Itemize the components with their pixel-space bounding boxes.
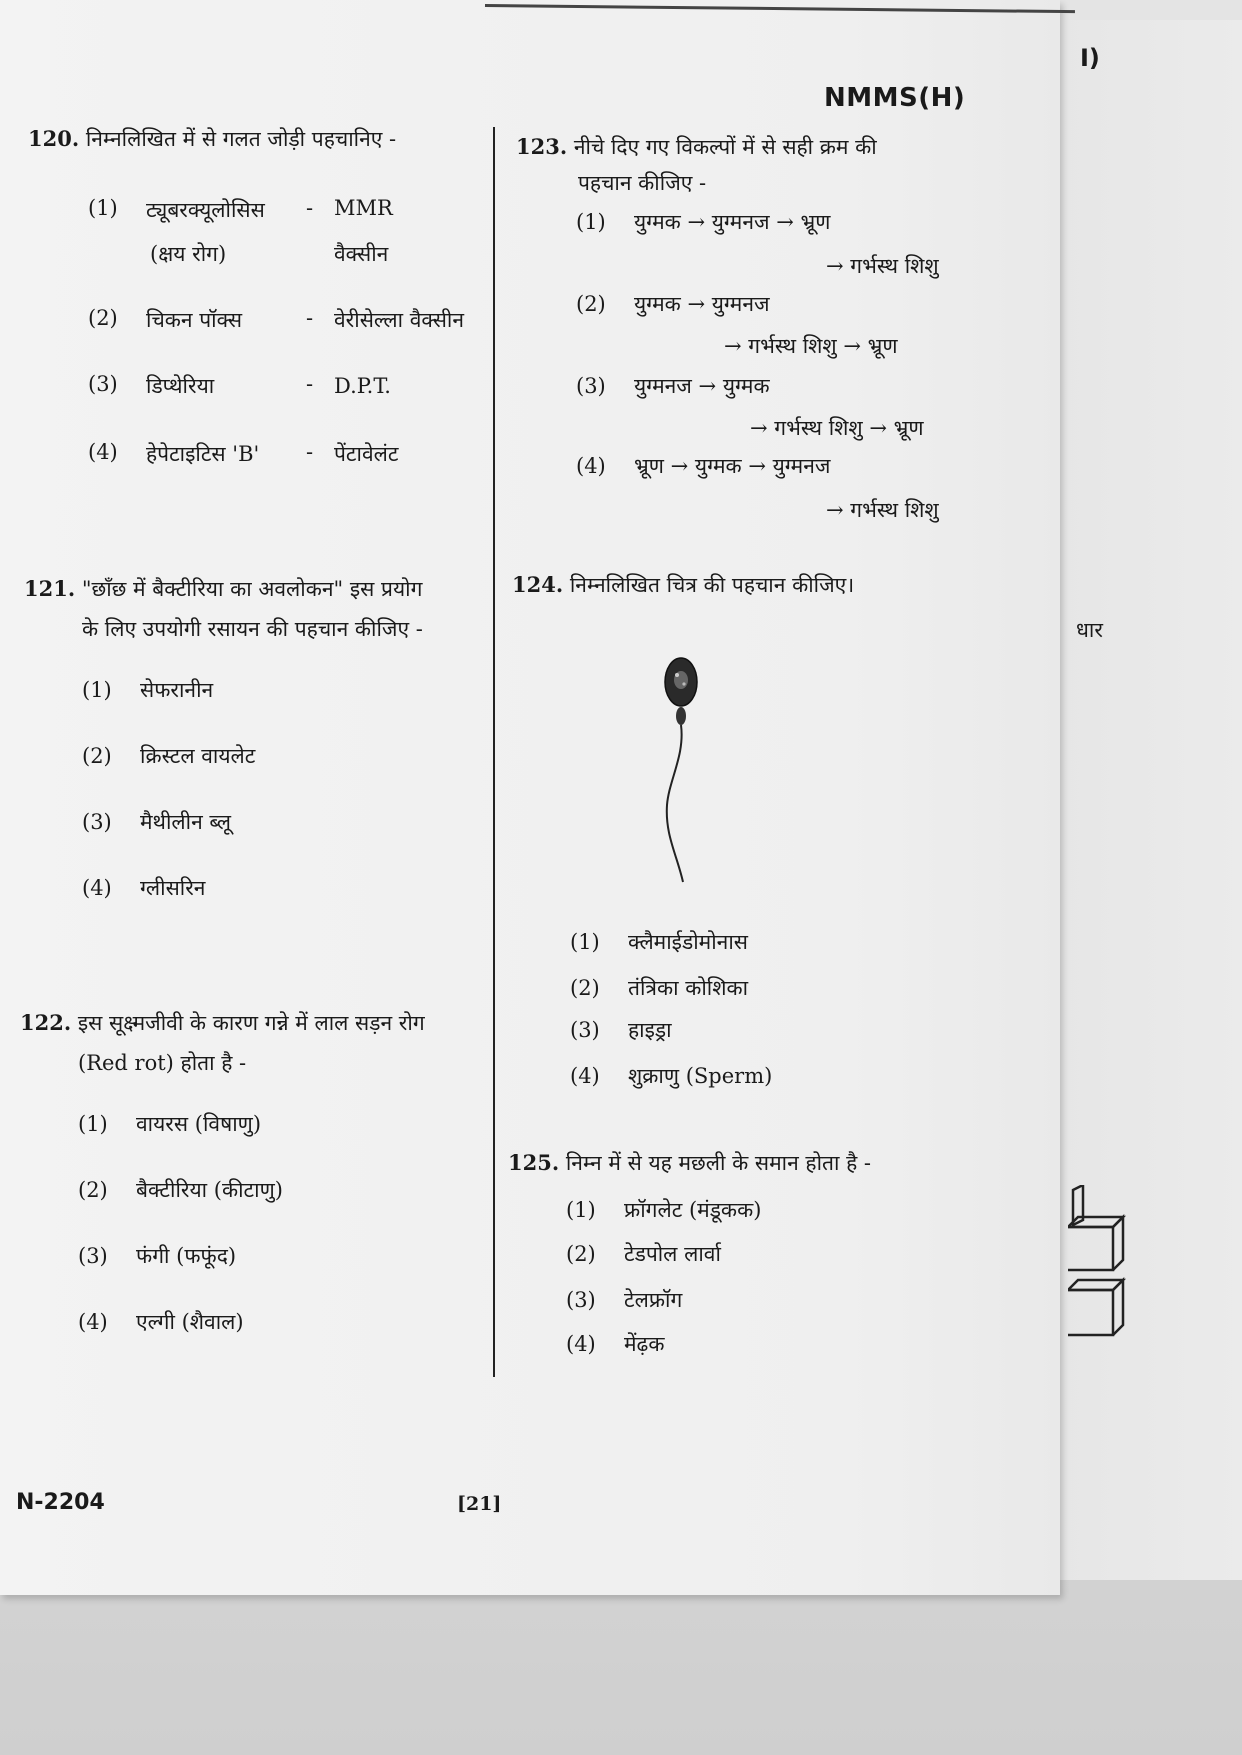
option-3 (78, 1242, 236, 1270)
option-term: ट्यूबरक्यूलोसिस (146, 198, 265, 222)
option-text: क्रिस्टल वायलेट (140, 744, 256, 768)
option-sequence-cont: → गर्भस्थ शिशु → भ्रूण (724, 334, 898, 358)
page-number: [21] (457, 1493, 502, 1515)
option-4 (570, 1062, 772, 1090)
edge-text-fragment: धार (1076, 618, 1103, 642)
option-1 (82, 676, 213, 704)
pair-dash: - (306, 306, 314, 330)
option-number: (2) (78, 1178, 108, 1202)
option-number: (1) (576, 210, 606, 234)
option-text: बैक्टीरिया (कीटाणु) (136, 1178, 283, 1202)
question-stem: इस सूक्ष्मजीवी के कारण गन्ने में लाल सड़न रोग (77, 1011, 425, 1035)
question-stem: "छाँछ में बैक्टीरिया का अवलोकन" इस प्रयोग (81, 577, 423, 601)
option-number: (3) (570, 1018, 600, 1042)
option-text: एल्गी (शैवाल) (136, 1310, 244, 1334)
option-1 (78, 1110, 261, 1138)
option-sequence: युग्मक → युग्मनज → भ्रूण (634, 210, 831, 234)
option-text: मैथीलीन ब्लू (140, 810, 231, 834)
option-match: D.P.T. (334, 374, 391, 398)
option-match: वेरीसेल्ला वैक्सीन (334, 308, 465, 332)
option-2 (566, 1240, 721, 1268)
option-text: वायरस (विषाणु) (136, 1112, 262, 1136)
option-number: (2) (566, 1242, 596, 1266)
option-2 (576, 290, 770, 318)
option-1 (576, 208, 830, 236)
question-stem-line2: के लिए उपयोगी रसायन की पहचान कीजिए - (82, 617, 423, 641)
option-2 (570, 974, 748, 1002)
option-text: फंगी (फफूंद) (136, 1244, 237, 1268)
question-stem: निम्नलिखित चित्र की पहचान कीजिए। (569, 573, 855, 597)
option-number: (3) (88, 372, 118, 396)
option-text: तंत्रिका कोशिका (628, 976, 749, 1000)
option-number: (3) (78, 1244, 108, 1268)
sperm-cell-figure (655, 650, 735, 890)
option-number: (3) (576, 374, 606, 398)
option-3 (566, 1286, 682, 1314)
question-125 (508, 1144, 871, 1182)
option-term: चिकन पॉक्स (146, 308, 243, 332)
question-number: 124. (512, 572, 564, 597)
cube-figure-fragment (1068, 1185, 1158, 1345)
option-number: (3) (82, 810, 112, 834)
option-sequence: भ्रूण → युग्मक → युग्मनज (634, 454, 831, 478)
option-number: (4) (566, 1332, 596, 1356)
option-3 (570, 1016, 672, 1044)
question-120 (28, 120, 396, 158)
option-number: (4) (82, 876, 112, 900)
pair-dash: - (306, 440, 314, 464)
option-3 (576, 372, 770, 400)
question-124 (512, 566, 854, 604)
option-number: (1) (566, 1198, 596, 1222)
option-number: (1) (570, 930, 600, 954)
pair-dash: - (306, 196, 314, 220)
option-number: (4) (88, 440, 118, 464)
option-text: मेंढ़क (624, 1332, 665, 1356)
question-number: 120. (28, 126, 80, 151)
question-number: 121. (24, 576, 76, 601)
question-122 (20, 1004, 425, 1042)
option-number: (2) (82, 744, 112, 768)
option-term-sub: (क्षय रोग) (150, 242, 227, 266)
option-term: डिप्थेरिया (146, 374, 215, 398)
option-match: पेंटावेलंट (334, 442, 399, 466)
question-stem-line2: पहचान कीजिए - (578, 171, 707, 195)
option-text: टेलफ्रॉग (624, 1288, 683, 1312)
underlying-page (1050, 20, 1242, 1580)
option-text: क्लैमाईडोमोनास (628, 930, 748, 954)
option-number: (2) (88, 306, 118, 330)
option-text: हाइड्रा (628, 1018, 672, 1042)
question-stem: निम्नलिखित में से गलत जोड़ी पहचानिए - (85, 127, 397, 151)
option-sequence-cont: → गर्भस्थ शिशु (826, 498, 939, 522)
question-121 (24, 570, 422, 608)
option-4 (566, 1330, 665, 1358)
option-match: MMR (334, 196, 393, 220)
option-sequence: युग्मक → युग्मनज (634, 292, 770, 316)
option-text: टेडपोल लार्वा (624, 1242, 721, 1266)
option-number: (2) (570, 976, 600, 1000)
question-123 (516, 128, 877, 166)
question-number: 122. (20, 1010, 72, 1035)
question-number: 125. (508, 1150, 560, 1175)
edge-header-fragment: I) (1080, 44, 1100, 72)
option-1 (570, 928, 748, 956)
option-text: शुक्राणु (Sperm) (628, 1064, 773, 1088)
option-1 (566, 1196, 761, 1224)
option-number: (3) (566, 1288, 596, 1312)
option-text: ग्लीसरिन (140, 876, 206, 900)
option-number: (1) (88, 196, 118, 220)
option-number: (4) (78, 1310, 108, 1334)
option-number: (1) (82, 678, 112, 702)
question-stem: निम्न में से यह मछली के समान होता है - (565, 1151, 872, 1175)
option-4 (78, 1308, 244, 1336)
option-number: (4) (570, 1064, 600, 1088)
option-4 (576, 452, 830, 480)
option-term: हेपेटाइटिस 'B' (146, 442, 260, 466)
option-sequence-cont: → गर्भस्थ शिशु → भ्रूण (750, 416, 924, 440)
paper-code-footer: N-2204 (16, 1490, 105, 1515)
option-3 (82, 808, 231, 836)
option-number: (1) (78, 1112, 108, 1136)
option-sequence: युग्मनज → युग्मक (634, 374, 770, 398)
option-number: (2) (576, 292, 606, 316)
pair-dash: - (306, 372, 314, 396)
question-stem: नीचे दिए गए विकल्पों में से सही क्रम की (573, 135, 877, 159)
option-2 (82, 742, 255, 770)
option-text: फ्रॉगलेट (मंडूकक) (624, 1198, 762, 1222)
option-match-sub: वैक्सीन (334, 242, 389, 266)
column-divider (493, 127, 495, 1377)
option-4 (82, 874, 205, 902)
option-sequence-cont: → गर्भस्थ शिशु (826, 254, 939, 278)
option-2 (78, 1176, 283, 1204)
option-number: (4) (576, 454, 606, 478)
question-stem-line2: (Red rot) होता है - (78, 1051, 247, 1075)
question-number: 123. (516, 134, 568, 159)
paper-code-header: NMMS(H) (824, 83, 966, 113)
option-text: सेफरानीन (140, 678, 214, 702)
